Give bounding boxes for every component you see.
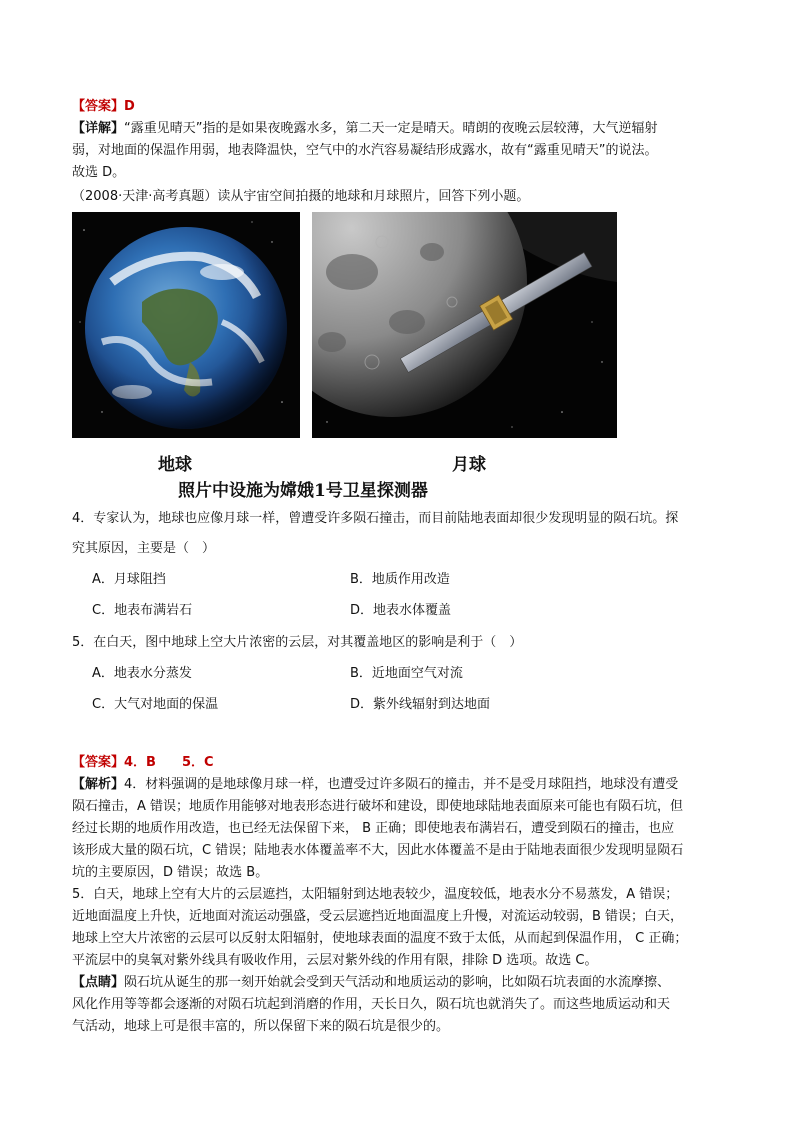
answer-value: D: [124, 99, 135, 114]
tip-line-3: 气活动，地球上可是很丰富的，所以保留下来的陨石坑是很少的。: [72, 1019, 450, 1034]
earth-photo: [72, 212, 300, 438]
answer-line-1: [72, 96, 732, 118]
earth-image: [72, 212, 300, 438]
analysis-line-3: 经过长期的地质作用改造，也已经无法保留下来， B 正确；即使地表布满岩石，遭受到陨石的撞击，也应: [72, 821, 675, 836]
detail-text-1: “露重见晴天”指的是如果夜晚露水多，第二天一定是晴天。晴朗的夜晚云层较薄，大气逆辐射: [124, 121, 658, 136]
q5-stem: 5．在白天，图中地球上空大片浓密的云层，对其覆盖地区的影响是利于（ ）: [72, 635, 523, 650]
tip-tag: 【点睛】: [72, 975, 125, 990]
answer-line-2: [72, 752, 732, 774]
question-source: （2008·天津·高考真题）: [72, 189, 218, 204]
detail-line-1: [72, 118, 732, 140]
question-intro-text: 读从宇宙空间拍摄的地球和月球照片，回答下列小题。: [217, 189, 530, 204]
tip-line-1: [72, 972, 732, 994]
analysis-line-2: 陨石撞击，A 错误；地质作用能够对地表形态进行破坏和建设，即使地球陆地表面原来可能也有陨石坑，但: [72, 799, 684, 814]
moon-image: [312, 212, 617, 438]
detail-tag: 【详解】: [72, 121, 125, 136]
moon-label: 月球: [452, 455, 486, 475]
question-intro: [72, 186, 732, 208]
q5-option-c: C．大气对地面的保温: [92, 697, 219, 712]
analysis-tag: 【解析】: [72, 777, 125, 792]
analysis-line-9: 平流层中的臭氧对紫外线具有吸收作用，云层对紫外线的作用有限，排除 D 选项。故选 C。: [72, 953, 598, 968]
answer-value-2: 4．B 5．C: [124, 755, 214, 770]
q5-option-b: B．近地面空气对流: [350, 666, 463, 681]
analysis-text-1: 4．材料强调的是地球像月球一样，也遭受过许多陨石的撞击，并不是受月球阻挡，地球没有遭受: [124, 777, 679, 792]
analysis-line-4: 该形成大量的陨石坑，C 错误；陆地表水体覆盖率不大，因此水体覆盖不是由于陆地表面很少发现明显陨石: [72, 843, 684, 858]
detail-line-2: 弱，对地面的保温作用弱，地表降温快，空气中的水汽容易凝结形成露水，故有“露重见晴天”的说法。: [72, 143, 658, 158]
q4-option-a: A．月球阻挡: [92, 572, 166, 587]
q4-stem-line-1: 4．专家认为，地球也应像月球一样，曾遭受许多陨石撞击，而目前陆地表面却很少发现明显的陨石坑。探: [72, 511, 679, 526]
detail-line-3: 故选 D。: [72, 165, 126, 180]
tip-text-1: 陨石坑从诞生的那一刻开始就会受到天气活动和地质运动的影响，比如陨石坑表面的水流摩擦、: [124, 975, 671, 990]
q4-option-d: D．地表水体覆盖: [350, 603, 452, 618]
moon-photo: [312, 212, 617, 438]
q4-stem-line-2: 究其原因，主要是（ ）: [72, 541, 216, 556]
earth-label: 地球: [158, 455, 192, 475]
figure-caption: 照片中设施为嫦娥1号卫星探测器: [178, 481, 428, 501]
q5-option-a: A．地表水分蒸发: [92, 666, 192, 681]
analysis-line-1: [72, 774, 732, 796]
analysis-line-6: 5．白天，地球上空有大片的云层遮挡，太阳辐射到达地表较少，温度较低，地表水分不易蒸发，A 错误；: [72, 887, 679, 902]
analysis-line-7: 近地面温度上升快，近地面对流运动强盛，受云层遮挡近地面温度上升慢，对流运动较弱，B 错误；白天，: [72, 909, 684, 924]
q4-option-c: C．地表布满岩石: [92, 603, 193, 618]
answer-tag-2: 【答案】: [72, 755, 125, 770]
answer-tag: 【答案】: [72, 99, 125, 114]
q4-option-b: B．地质作用改造: [350, 572, 450, 587]
analysis-line-5: 坑的主要原因，D 错误；故选 B。: [72, 865, 269, 880]
analysis-line-8: 地球上空大片浓密的云层可以反射太阳辐射，使地球表面的温度不致于太低，从而起到保温作用， C 正确；: [72, 931, 688, 946]
tip-line-2: 风化作用等等都会逐渐的对陨石坑起到消磨的作用，天长日久，陨石坑也就消失了。而这些地质运动和天: [72, 997, 671, 1012]
q5-option-d: D．紫外线辐射到达地面: [350, 697, 491, 712]
